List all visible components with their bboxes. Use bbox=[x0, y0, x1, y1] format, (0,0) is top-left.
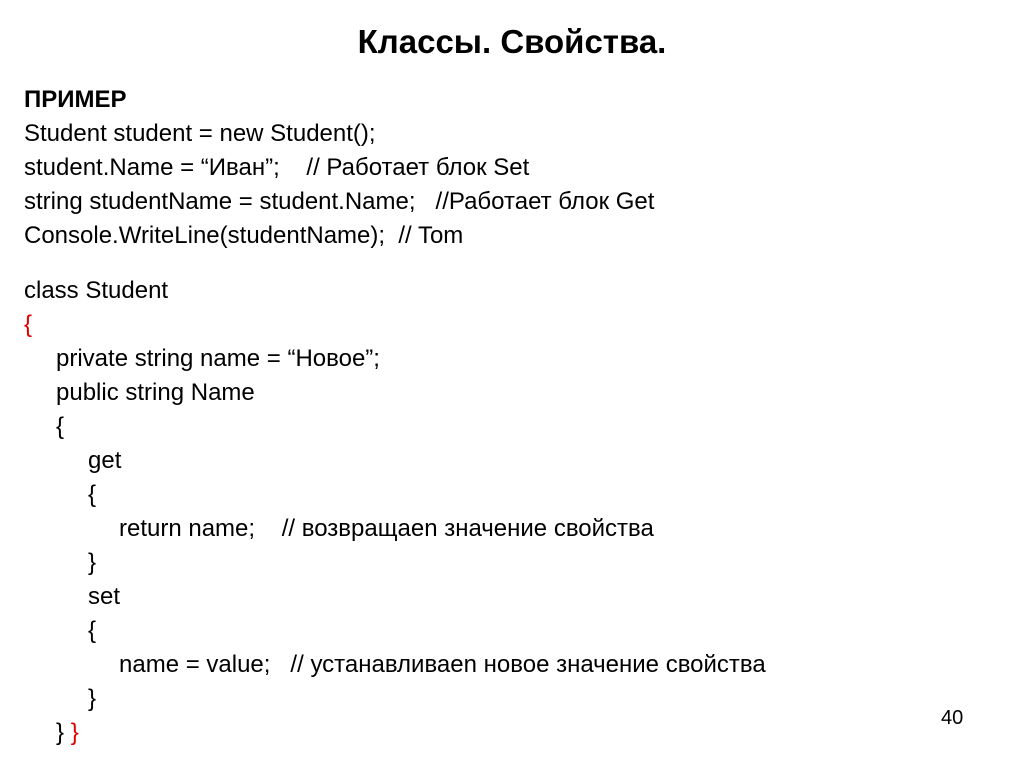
code-line: class Student bbox=[24, 277, 169, 304]
example-heading: ПРИМЕР bbox=[24, 86, 127, 113]
code-line: { bbox=[88, 617, 97, 644]
closing-brace-red: } bbox=[70, 719, 79, 746]
code-line: Student student = new Student(); bbox=[24, 120, 376, 147]
code-line: } bbox=[88, 549, 97, 576]
code-line bbox=[24, 716, 766, 750]
code-line: { bbox=[56, 413, 65, 440]
code-line: set bbox=[88, 583, 121, 610]
class-code-section bbox=[24, 274, 766, 750]
page-number: 40 bbox=[941, 707, 964, 729]
code-line: student.Name = “Иван”; // Работает блок Set bbox=[24, 154, 530, 181]
code-line: { bbox=[88, 481, 97, 508]
code-line: string studentName = student.Name; //Работает блок Get bbox=[24, 188, 655, 215]
closing-brace: } bbox=[56, 719, 65, 746]
code-line: get bbox=[88, 447, 122, 474]
code-line: public string Name bbox=[56, 379, 255, 406]
code-line-brace: { bbox=[24, 311, 33, 338]
example-section bbox=[24, 83, 654, 253]
code-line: name = value; // устанавливаеn новое значение свойства bbox=[119, 651, 766, 678]
code-line: private string name = “Новое”; bbox=[56, 345, 380, 372]
code-line: Console.WriteLine(studentName); // Tom bbox=[24, 222, 464, 249]
code-line: } bbox=[88, 685, 97, 712]
code-line: return name; // возвращаеn значение свойства bbox=[119, 515, 654, 542]
slide-title: Классы. Свойства. bbox=[357, 23, 667, 60]
